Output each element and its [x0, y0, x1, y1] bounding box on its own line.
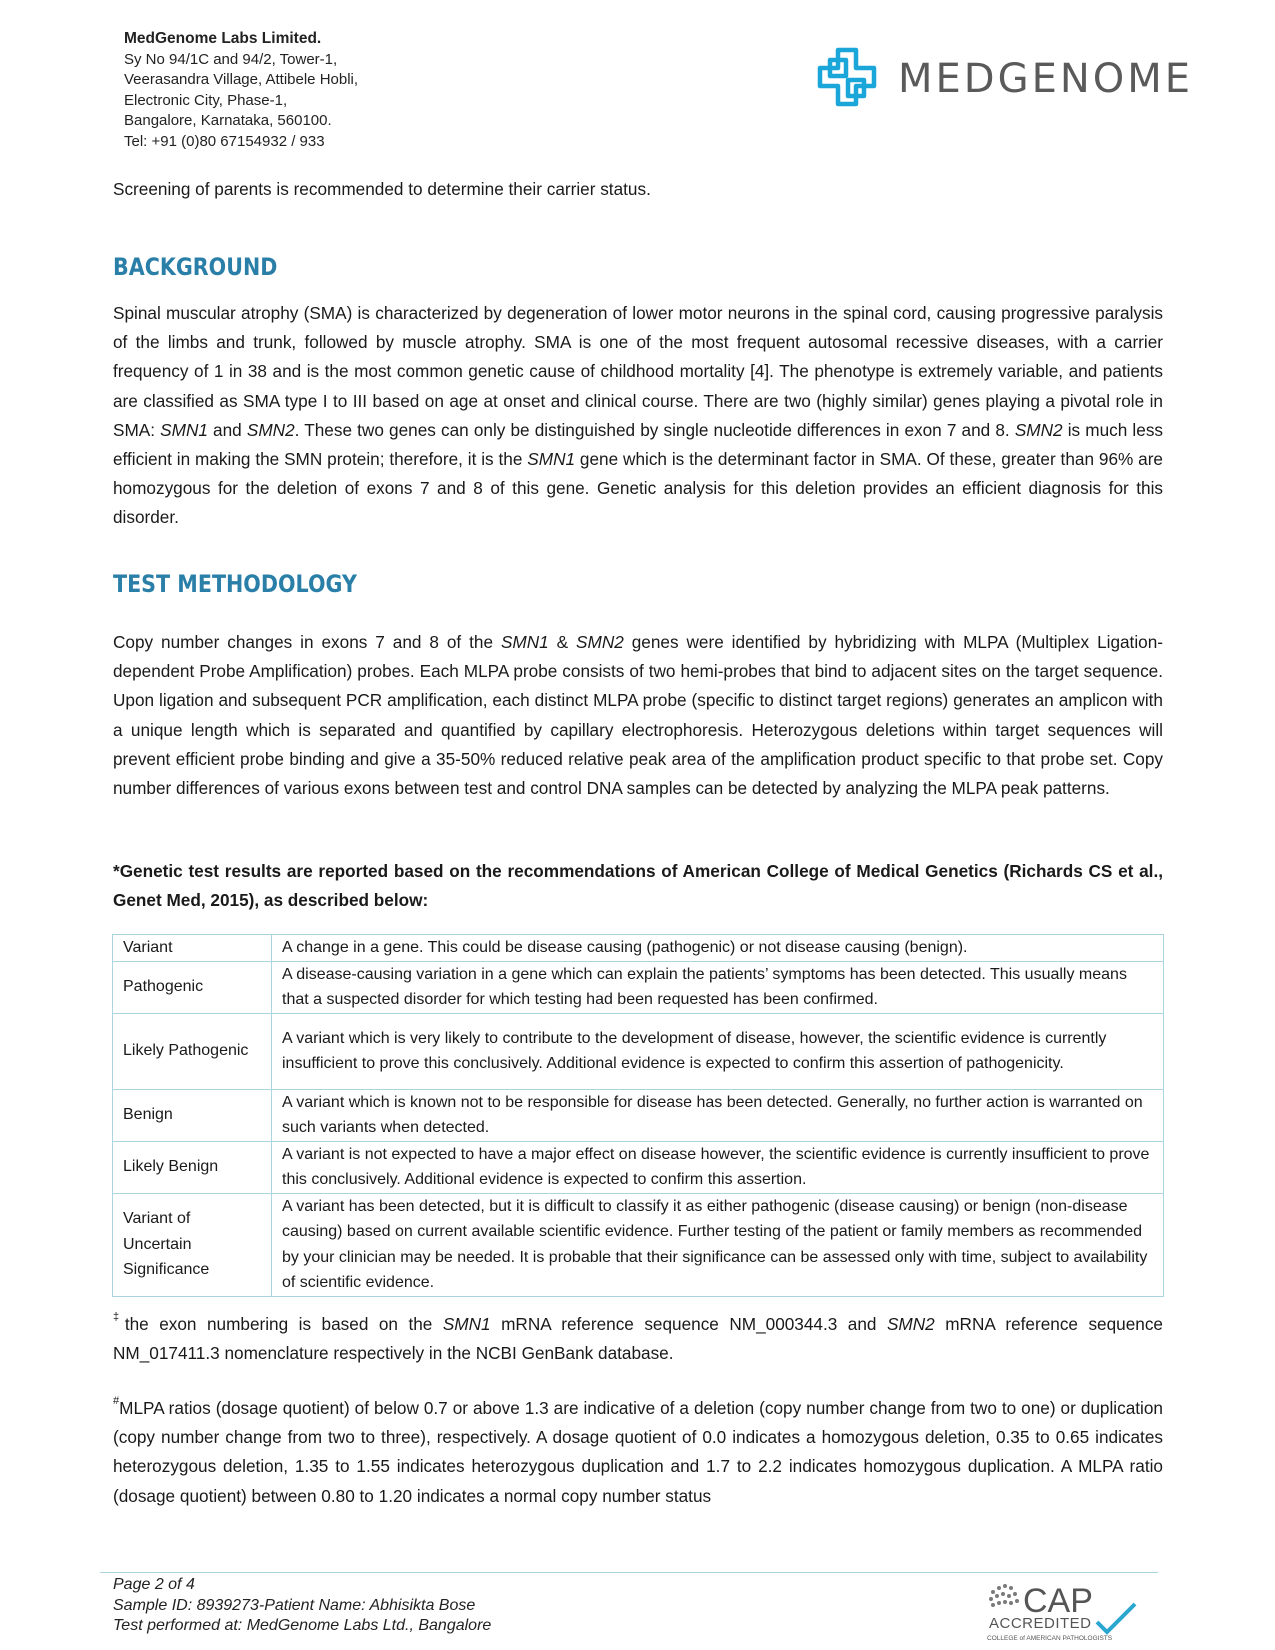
address-line: Electronic City, Phase-1,: [124, 91, 288, 109]
page-footer: [113, 1575, 491, 1637]
intro-text: Screening of parents is recommended to determine their carrier status.: [113, 179, 651, 199]
term-cell: Variant: [113, 935, 272, 962]
gene-name: SMN2: [246, 419, 295, 440]
lab-address: [124, 29, 358, 152]
term-cell: Pathogenic: [113, 961, 272, 1013]
footnote-mark: #: [113, 1395, 120, 1407]
term-cell: Benign: [113, 1089, 272, 1141]
background-heading: BACKGROUND: [113, 253, 278, 281]
description-cell: A variant has been detected, but it is difficult to classify it as either pathogenic (disease causing) or benign (non-disease causing) based on current available scientific evidence. Further testing of the patient or family members as recommended by your clinician may be needed. It is probable that their significance can be assessed only with time, subject to availability of scientific evidence.: [272, 1193, 1164, 1296]
description-cell: A variant which is known not to be responsible for disease has been detected. Generally, no further action is warranted on such variants when detected.: [272, 1089, 1164, 1141]
description-cell: A variant is not expected to have a major effect on disease however, the scientific evidence is currently insufficient to prove this conclusively. Additional evidence is expected to confirm this assertion.: [272, 1141, 1164, 1193]
gene-name: SMN2: [1014, 419, 1063, 440]
table-row: [113, 1089, 1164, 1141]
table-row: [113, 935, 1164, 962]
logo-wordmark: MEDGENOME: [898, 56, 1194, 102]
text-run: MLPA ratios (dosage quotient) of below 0.7 or above 1.3 are indicative of a deletion (copy number change from two to one) or duplication (copy number change from two to three), respectively. A dosage quotient of 0.0 indicates a homozygous deletion, 0.35 to 0.65 indicates heterozygous deletion, 1.35 to 1.55 indicates heterozygous duplication and 1.7 to 2.2 indicates homozygous duplication. A MLPA ratio (dosage quotient) between 0.80 to 1.20 indicates a normal copy number status: [113, 1398, 1163, 1506]
cap-wordmark: CAP: [1023, 1582, 1093, 1620]
cap-accredited-logo: [985, 1574, 1160, 1644]
gene-name: SMN1: [500, 632, 549, 652]
address-line: Veerasandra Village, Attibele Hobli,: [124, 71, 359, 88]
cap-subtitle: COLLEGE of AMERICAN PATHOLOGISTS: [987, 1635, 1113, 1642]
text-run: gene which is the determinant factor in SMA. Of these, greater than 96% are homozygous for the deletion of exons 7 and 8 of this gene. Genetic analysis for this deletion provides an efficient diagnosis for this disorder.: [113, 449, 1163, 528]
medgenome-logo: [812, 46, 1194, 116]
phone-line: Tel: +91 (0)80 67154932 / 933: [124, 132, 325, 150]
exon-numbering-footnote: [113, 1310, 1163, 1368]
footnote-mark: ‡: [113, 1311, 125, 1323]
term-cell: Likely Pathogenic: [113, 1013, 272, 1089]
table-row: [113, 1193, 1164, 1296]
description-cell: A variant which is very likely to contribute to the development of disease, however, the scientific evidence is currently insufficient to prove this conclusively. Additional evidence is expected to confirm this assertion of pathogenicity.: [272, 1013, 1164, 1089]
cap-dots-icon: [989, 1584, 1019, 1607]
mlpa-ratio-footnote: [113, 1394, 1163, 1511]
term-cell: Likely Benign: [113, 1141, 272, 1193]
address-line: Sy No 94/1C and 94/2, Tower-1,: [124, 50, 338, 68]
gene-name: SMN1: [442, 1314, 491, 1334]
gene-name: SMN1: [160, 419, 208, 440]
gene-name: SMN1: [527, 449, 576, 470]
term-cell: Variant of Uncertain Significance: [113, 1193, 272, 1296]
background-paragraph: [113, 299, 1163, 533]
gene-name: SMN2: [886, 1314, 935, 1334]
acmg-note: *Genetic test results are reported based on the recommendations of American College of Medical Genetics (Richards CS et al., Genet Med, 2015), as described below:: [113, 861, 1163, 911]
text-run: mRNA reference sequence NM_017411.3 nomenclature respectively in the NCBI GenBank database.: [113, 1314, 1163, 1364]
test-location: Test performed at: MedGenome Labs Ltd., Bangalore: [113, 1617, 492, 1634]
table-row: [113, 961, 1164, 1013]
text-run: the exon numbering is based on the: [124, 1314, 443, 1334]
variant-classification-table: [112, 934, 1164, 1297]
page-number: Page 2 of 4: [113, 1576, 195, 1593]
text-run: Spinal muscular atrophy (SMA) is characterized by degeneration of lower motor neurons in the spinal cord, causing progressive paralysis of the limbs and trunk, followed by muscle atrophy. SMA is one of the most frequent autosomal recessive diseases, with a carrier frequency of 1 in 38 and is the most common genetic cause of childhood mortality [4]. The phenotype is extremely variable, and patients are classified as SMA type I to III based on age at onset and clinical course. There are two (highly similar) genes playing a pivotal role in SMA:: [113, 303, 1163, 440]
text-run: and: [207, 419, 247, 440]
gene-name: SMN2: [576, 632, 624, 652]
cap-accredited-label: ACCREDITED: [989, 1615, 1092, 1632]
table-row: [113, 1013, 1164, 1089]
company-name: MedGenome Labs Limited.: [124, 30, 322, 47]
text-run: is much less efficient in making the SMN protein; therefore, it is the: [113, 419, 1164, 470]
text-run: mRNA reference sequence NM_000344.3 and: [490, 1314, 887, 1334]
sample-id: Sample ID: 8939273-Patient Name: Abhisikta Bose: [113, 1596, 476, 1614]
footer-divider: [100, 1572, 1158, 1573]
description-cell: A change in a gene. This could be disease causing (pathogenic) or not disease causing (benign).: [272, 935, 1164, 962]
text-run: . These two genes can only be distinguished by single nucleotide differences in exon 7 and 8.: [294, 419, 1015, 440]
medgenome-cross-icon: [812, 46, 882, 116]
address-line: Bangalore, Karnataka, 560100.: [124, 112, 332, 129]
text-run: &: [548, 632, 577, 652]
checkmark-icon: [1097, 1604, 1135, 1632]
text-run: genes were identified by hybridizing with MLPA (Multiplex Ligation-dependent Probe Amplification) probes. Each MLPA probe consists of two hemi-probes that bind to adjacent sites on the target sequence. Upon ligation and subsequent PCR amplification, each distinct MLPA probe (specific to distinct target regions) generates an amplicon with a unique length which is separated and quantified by capillary electrophoresis. Heterozygous deletions within target sequences will prevent efficient probe binding and give a 35-50% reduced relative peak area of the amplification product specific to that probe set. Copy number differences of various exons between test and control DNA samples can be detected by analyzing the MLPA peak patterns.: [113, 632, 1163, 799]
table-row: [113, 1141, 1164, 1193]
methodology-heading: TEST METHODOLOGY: [113, 570, 357, 598]
description-cell: A disease-causing variation in a gene which can explain the patients’ symptoms has been detected. This usually means that a suspected disorder for which testing had been requested has been confirmed.: [272, 961, 1164, 1013]
methodology-paragraph: [113, 628, 1163, 803]
cap-logo-graphic: [985, 1574, 1160, 1644]
text-run: Copy number changes in exons 7 and 8 of the: [113, 632, 501, 652]
